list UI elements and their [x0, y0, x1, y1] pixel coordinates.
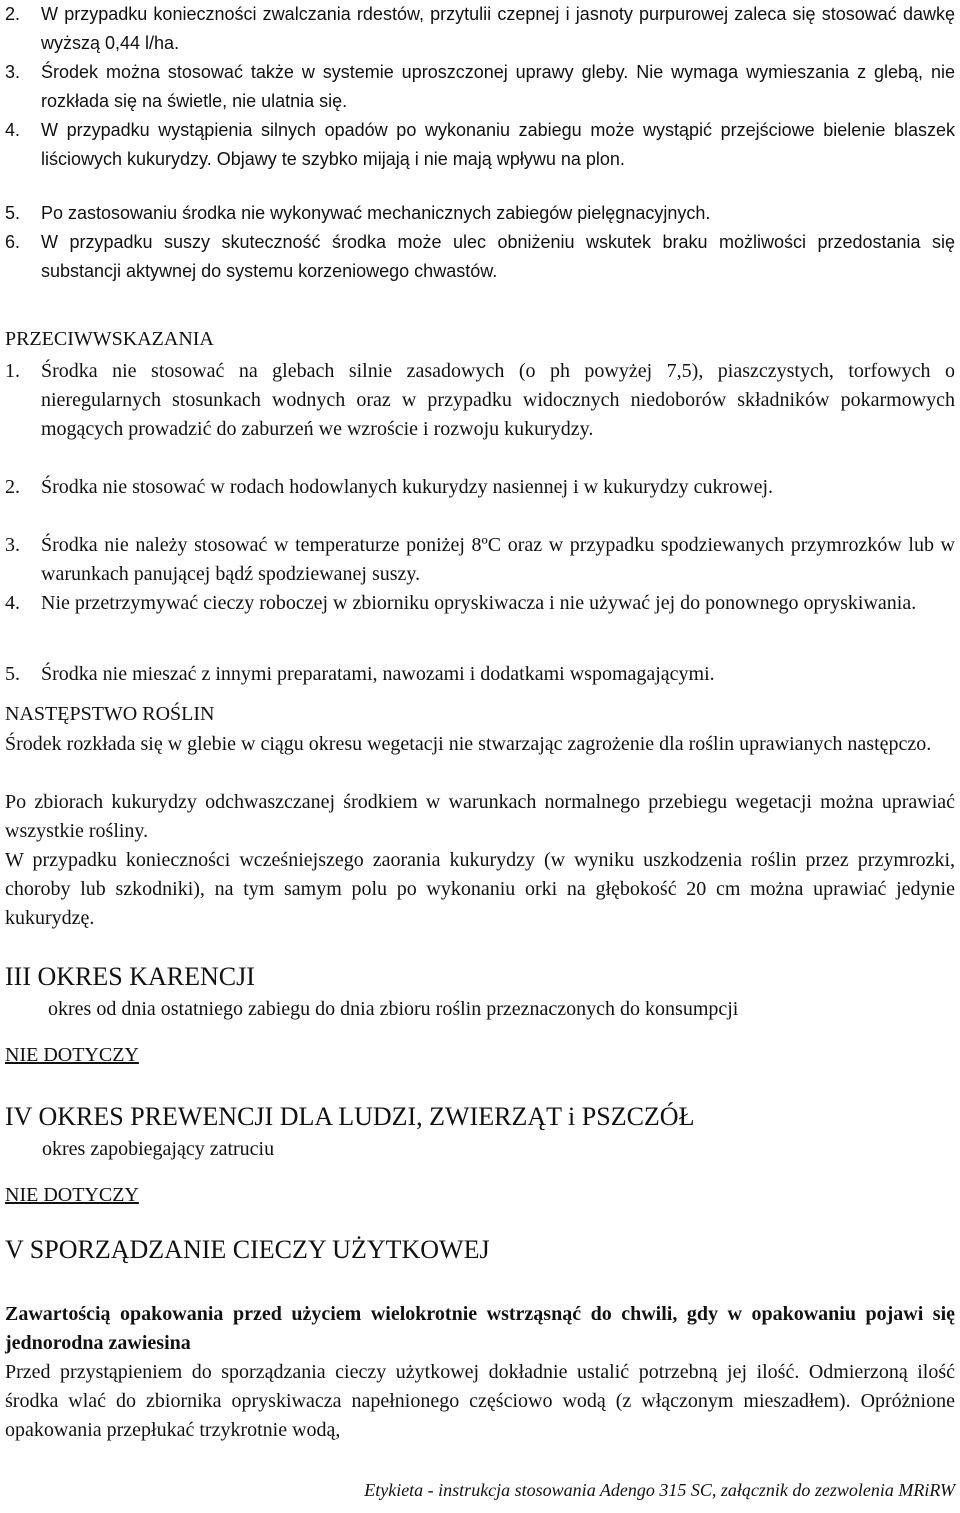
section-4-heading: IV OKRES PREWENCJI DLA LUDZI, ZWIERZĄT i PSZCZÓŁ — [5, 1102, 695, 1131]
list-item-text: Środka nie stosować w rodach hodowlanych kukurydzy nasiennej i w kukurydzy cukrowej. — [41, 476, 774, 498]
list-item-number: 2. — [5, 4, 21, 24]
section-5-body: Przed przystąpieniem do sporządzania cieczy użytkowej dokładnie ustalić potrzebną jej ilość. Odmierzoną ilość środka wlać do zbiornika opryskiwacza napełnionego częściowo wodą (z włączonym mieszadłem). Opróżnione opakowania przepłukać trzykrotnie wodą, — [5, 1361, 955, 1441]
list-item — [5, 199, 955, 228]
section-5-heading: V SPORZĄDZANIE CIECZY UŻYTKOWEJ — [5, 1235, 490, 1264]
section-3-description: okres od dnia ostatniego zabiegu do dnia zbioru roślin przeznaczonych do konsumpcji — [48, 998, 739, 1020]
section-4-value: NIE DOTYCZY — [5, 1184, 139, 1206]
list-item — [5, 116, 955, 174]
section-3-heading: III OKRES KARENCJI — [5, 962, 255, 991]
list-item-number: 3. — [5, 534, 20, 556]
list-item — [5, 660, 955, 689]
list-item-number: 6. — [5, 232, 21, 252]
succession-paragraph: Po zbiorach kukurydzy odchwaszczanej środkiem w warunkach normalnego przebiegu wegetacji można uprawiać wszystkie rośliny. — [5, 791, 955, 842]
section-5-bold-instruction: Zawartością opakowania przed użyciem wielokrotnie wstrząsnąć do chwili, gdy w opakowaniu pojawi się jednorodna zawiesina — [5, 1303, 955, 1354]
list-item-number: 5. — [5, 203, 21, 223]
list-item-number: 3. — [5, 62, 21, 82]
succession-paragraph: Środek rozkłada się w glebie w ciągu okresu wegetacji nie stwarzając zagrożenie dla roślin uprawianych następczo. — [5, 733, 932, 755]
list-item-text: W przypadku suszy skuteczność środka może ulec obniżeniu wskutek braku możliwości przedostania się substancji aktywnej do systemu korzeniowego chwastów. — [41, 232, 955, 281]
list-item-text: Środek można stosować także w systemie uproszczonej uprawy gleby. Nie wymaga wymieszania z glebą, nie rozkłada się na świetle, nie ulatnia się. — [41, 62, 955, 111]
list-item — [5, 0, 955, 58]
section-4-description: okres zapobiegający zatruciu — [42, 1138, 275, 1160]
list-item — [5, 531, 955, 589]
list-item-text: Po zastosowaniu środka nie wykonywać mechanicznych zabiegów pielęgnacyjnych. — [41, 203, 711, 223]
list-item-number: 1. — [5, 360, 20, 382]
list-item-text: Środka nie stosować na glebach silnie zasadowych (o ph powyżej 7,5), piaszczystych, torfowych o nieregularnych stosunkach wodnych oraz w przypadku widocznych niedoborów składników pokarmowych mogących prowadzić do zaburzeń we wzroście i rozwoju kukurydzy. — [41, 360, 955, 440]
succession-paragraph: W przypadku konieczności wcześniejszego zaorania kukurydzy (w wyniku uszkodzenia roślin przez przymrozki, choroby lub szkodniki), na tym samym polu po wykonaniu orki na głębokość 20 cm można uprawiać jedynie kukurydzę. — [5, 849, 955, 929]
list-item-text: Nie przetrzymywać cieczy roboczej w zbiorniku opryskiwacza i nie używać jej do ponownego opryskiwania. — [41, 592, 917, 614]
list-item-text: W przypadku wystąpienia silnych opadów po wykonaniu zabiegu może wystąpić przejściowe bielenie blaszek liściowych kukurydzy. Objawy te szybko mijają i nie mają wpływu na plon. — [41, 120, 955, 169]
contraindications-heading: PRZECIWWSKAZANIA — [5, 328, 214, 350]
list-item — [5, 357, 955, 444]
list-item-text: W przypadku konieczności zwalczania rdestów, przytulii czepnej i jasnoty purpurowej zaleca się stosować dawkę wyższą 0,44 l/ha. — [41, 4, 955, 53]
page-footer: Etykieta - instrukcja stosowania Adengo 315 SC, załącznik do zezwolenia MRiRW — [364, 1480, 955, 1500]
list-item-text: Środka nie należy stosować w temperaturze poniżej 8ºC oraz w przypadku spodziewanych przymrozków lub w warunkach panującej bądź spodziewanej suszy. — [41, 534, 955, 585]
list-item-number: 2. — [5, 476, 20, 498]
list-item — [5, 473, 955, 502]
section-3-value: NIE DOTYCZY — [5, 1044, 139, 1066]
list-item — [5, 228, 955, 286]
list-item — [5, 589, 955, 618]
list-item-number: 4. — [5, 592, 20, 614]
succession-heading: NASTĘPSTWO ROŚLIN — [5, 703, 215, 725]
list-item-number: 5. — [5, 663, 20, 685]
list-item — [5, 58, 955, 116]
list-item-number: 4. — [5, 120, 21, 140]
list-item-text: Środka nie mieszać z innymi preparatami, nawozami i dodatkami wspomagającymi. — [41, 663, 715, 685]
